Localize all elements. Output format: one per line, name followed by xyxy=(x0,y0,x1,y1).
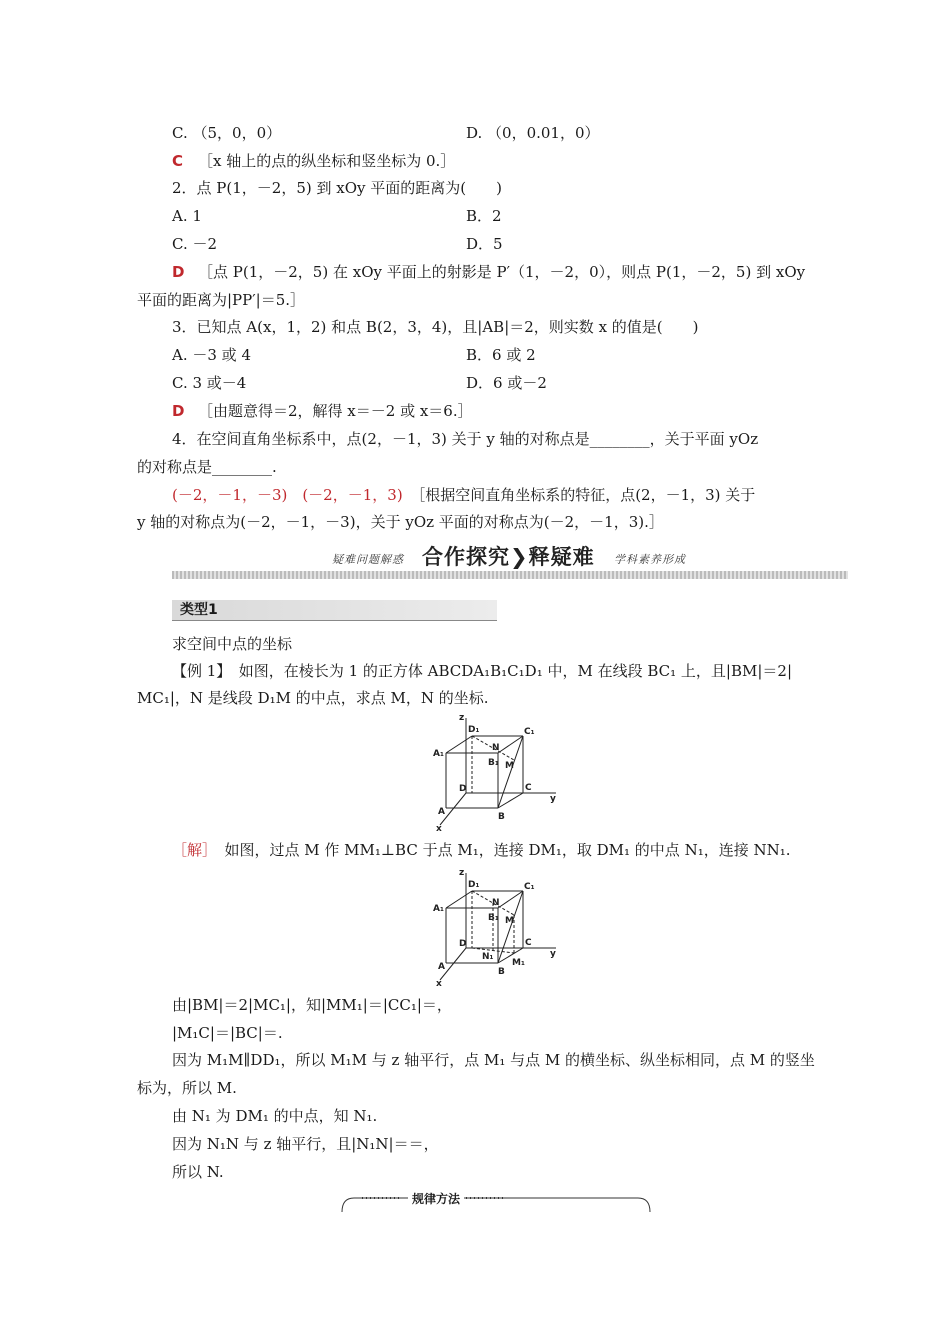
label-M: M xyxy=(505,916,514,926)
example-stem-cont: MC₁|，N 是线段 D₁M 的中点，求点 M，N 的坐标. xyxy=(137,689,489,707)
axis-z-label: z xyxy=(459,868,465,878)
axis-x-label: x xyxy=(436,824,442,832)
label-N1: N₁ xyxy=(482,952,494,962)
q3-option-a: A. －3 或 4 xyxy=(172,346,251,364)
q4-stem-cont: 的对称点是________. xyxy=(137,458,277,476)
type-header xyxy=(172,600,497,621)
label-C: C xyxy=(525,938,532,948)
label-B: B xyxy=(498,812,505,822)
cube-figure-1 xyxy=(428,710,563,832)
q3-option-c: C. 3 或－4 xyxy=(172,374,247,392)
label-A1: A₁ xyxy=(433,904,444,914)
label-D: D xyxy=(459,939,467,949)
solution-line-5: 标为，所以 M. xyxy=(137,1079,237,1097)
label-B1: B₁ xyxy=(488,758,499,768)
solution-line-4: 因为 M₁M∥DD₁，所以 M₁M 与 z 轴平行，点 M₁ 与点 M 的横坐标、纵坐标相同，点 M 的竖坐 xyxy=(172,1051,815,1069)
q3-option-b: B．6 或 2 xyxy=(466,346,536,364)
method-box-frame xyxy=(340,1190,652,1216)
q4-answer xyxy=(172,485,755,505)
label-N: N xyxy=(492,743,500,753)
label-A1: A₁ xyxy=(433,749,444,759)
solution-line-3: |M₁C|＝|BC|＝. xyxy=(172,1024,283,1042)
q2-stem: 2．点 P(1，－2，5) 到 xOy 平面的距离为( ) xyxy=(172,179,502,197)
label-D: D xyxy=(459,784,467,794)
label-B1: B₁ xyxy=(488,913,499,923)
label-C1: C₁ xyxy=(524,882,535,892)
axis-x-label: x xyxy=(436,979,442,987)
axis-z-label: z xyxy=(459,713,465,723)
label-B: B xyxy=(498,967,505,977)
answer-letter: C xyxy=(172,152,184,170)
q2-answer-cont: 平面的距离为|PP′|＝5.］ xyxy=(137,291,306,309)
banner-left-text: 疑难问题解惑 xyxy=(332,553,404,566)
q2-option-a: A. 1 xyxy=(172,207,202,225)
q2-option-b: B．2 xyxy=(466,207,502,225)
label-C: C xyxy=(525,783,532,793)
solution-label: ［解］ xyxy=(172,841,210,859)
q3-option-d: D．6 或－2 xyxy=(466,374,547,392)
label-D1: D₁ xyxy=(468,725,480,735)
q3-answer xyxy=(172,401,473,421)
solution-line-6: 由 N₁ 为 DM₁ 的中点，知 N₁. xyxy=(172,1107,378,1125)
label-C1: C₁ xyxy=(524,727,535,737)
banner-rule xyxy=(172,571,848,579)
cube-figure-2 xyxy=(428,865,563,987)
solution-line-7: 因为 N₁N 与 z 轴平行，且|N₁N|＝＝， xyxy=(172,1135,439,1153)
answer-explanation: ［点 P(1，－2，5) 在 xOy 平面上的射影是 P′（1，－2，0），则点 P(1，－2，5) 到 xOy xyxy=(198,263,806,281)
q2-answer xyxy=(172,262,805,282)
label-M: M xyxy=(505,761,514,771)
solution-text: 如图，过点 M 作 MM₁⊥BC 于点 M₁，连接 DM₁，取 DM₁ 的中点 N₁，连接 NN₁. xyxy=(209,841,791,859)
solution-line-2: 由|BM|＝2|MC₁|，知|MM₁|＝|CC₁|＝， xyxy=(172,996,452,1014)
q1-option-c: C. （5，0，0） xyxy=(172,124,282,142)
method-box-header xyxy=(340,1190,652,1216)
q2-option-c: C. －2 xyxy=(172,235,218,253)
answer-letter: D xyxy=(172,402,185,420)
solution-first-line xyxy=(172,840,791,860)
type-label: 类型1 xyxy=(180,602,218,618)
q2-option-d: D．5 xyxy=(466,235,503,253)
type-title: 求空间中点的坐标 xyxy=(172,635,293,653)
q4-stem: 4．在空间直角坐标系中，点(2，－1，3) 关于 y 轴的对称点是________，关于平面 yOz xyxy=(172,430,759,448)
label-A: A xyxy=(438,962,445,972)
label-A: A xyxy=(438,807,445,817)
solution-line-8: 所以 N. xyxy=(172,1163,224,1181)
answer-explanation: ［x 轴上的点的纵坐标和竖坐标为 0.］ xyxy=(198,152,456,170)
axis-y-label: y xyxy=(550,949,556,959)
method-label: 规律方法 xyxy=(408,1190,464,1208)
axis-y-label: y xyxy=(550,794,556,804)
q4-answer-cont: y 轴的对称点为(－2，－1，－3)，关于 yOz 平面的对称点为(－2，－1，3).］ xyxy=(137,513,664,531)
label-M1: M₁ xyxy=(512,958,525,968)
answer-explanation: ［由题意得＝2，解得 x＝－2 或 x＝6.］ xyxy=(198,402,473,420)
q3-stem: 3．已知点 A(x，1，2) 和点 B(2，3，4)，且|AB|＝2，则实数 x 的值是( ) xyxy=(172,318,699,336)
answer-red: (－2，－1，－3) (－2，－1，3) xyxy=(172,486,403,504)
label-N: N xyxy=(492,898,500,908)
example-stem: 【例 1】 如图，在棱长为 1 的正方体 ABCDA₁B₁C₁D₁ 中，M 在线段 BC₁ 上，且|BM|＝2| xyxy=(172,662,793,680)
banner-title: 合作探究❯释疑难 xyxy=(422,545,595,569)
answer-letter: D xyxy=(172,263,185,281)
q1-answer xyxy=(172,151,455,171)
q1-option-d: D. （0，0.01，0） xyxy=(466,124,600,142)
section-banner xyxy=(172,541,848,583)
banner-right-text: 学科素养形成 xyxy=(614,553,686,566)
answer-explanation: ［根据空间直角坐标系的特征，点(2，－1，3) 关于 xyxy=(417,486,756,504)
label-D1: D₁ xyxy=(468,880,480,890)
